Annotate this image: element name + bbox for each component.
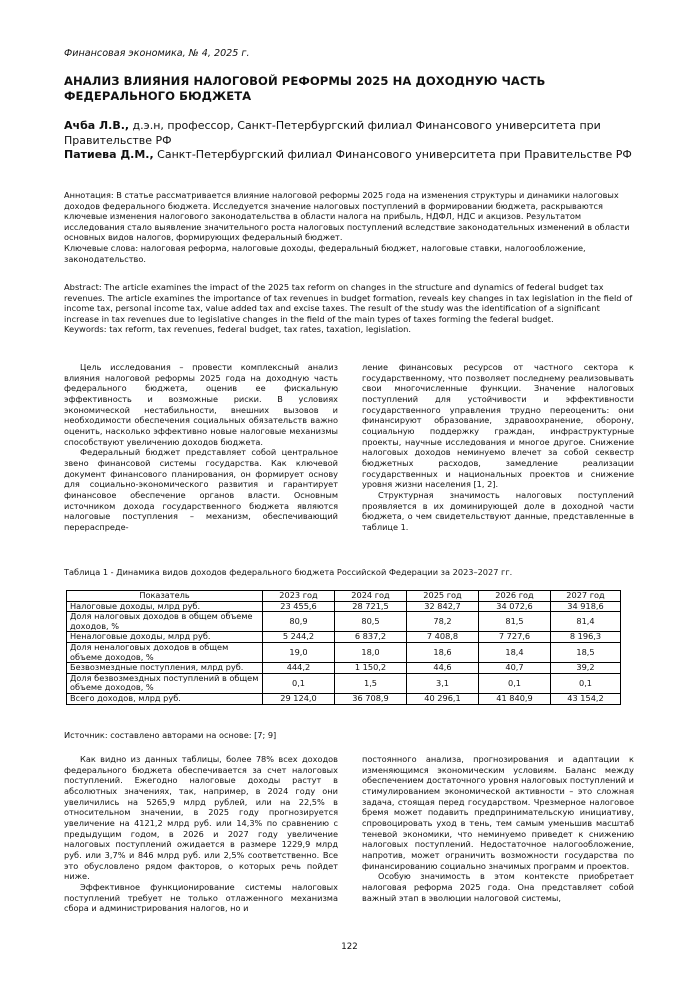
table-cell: 18,0	[335, 642, 407, 662]
table-cell: 43 154,2	[551, 693, 621, 704]
body-column-right-top	[362, 362, 634, 533]
table-cell: 0,1	[263, 673, 335, 693]
table-row-label: Налоговые доходы, млрд руб.	[67, 601, 263, 612]
table-header-cell: Показатель	[67, 591, 263, 602]
author-entry	[64, 148, 636, 163]
table-cell: 29 124,0	[263, 693, 335, 704]
table-row	[67, 693, 621, 704]
article-title	[64, 74, 634, 104]
table-cell: 36 708,9	[335, 693, 407, 704]
body-column-left-bottom	[64, 754, 338, 914]
title-line: АНАЛИЗ ВЛИЯНИЯ НАЛОГОВОЙ РЕФОРМЫ 2025 НА ДОХОДНУЮ ЧАСТЬ	[64, 74, 546, 88]
table-cell: 32 842,7	[407, 601, 479, 612]
table-cell: 8 196,3	[551, 632, 621, 643]
table-row-label: Доля неналоговых доходов в общем объеме доходов, %	[67, 642, 263, 662]
keywords-text: Keywords: tax reform, tax revenues, federal budget, tax rates, taxation, legislation.	[64, 324, 412, 335]
table-cell: 5 244,2	[263, 632, 335, 643]
table-cell: 23 455,6	[263, 601, 335, 612]
author-entry	[64, 119, 636, 148]
table-row	[67, 642, 621, 662]
table-cell: 78,2	[407, 612, 479, 632]
keywords-text: Ключевые слова: налоговая реформа, налоговые доходы, федеральный бюджет, налоговые ставки, налогообложение, законодательство.	[64, 242, 586, 264]
table-cell: 3,1	[407, 673, 479, 693]
table-cell: 81,5	[479, 612, 551, 632]
author-affiliation: д.э.н, профессор, Санкт-Петербургский филиал Финансового университета при Правительстве РФ	[64, 119, 601, 147]
author-name: Патиева Д.М.,	[64, 148, 154, 162]
paragraph: Эффективное функционирование системы налоговых поступлений требует не только отлаженного механизма сбора и администрирования налогов, но и	[64, 881, 338, 914]
table-cell: 0,1	[551, 673, 621, 693]
table-cell: 28 721,5	[335, 601, 407, 612]
paragraph: Особую значимость в этом контексте приобретает налоговая реформа 2025 года. Она представляет собой важный этап в эволюции налоговой системы,	[362, 871, 634, 903]
table-cell: 18,6	[407, 642, 479, 662]
table-cell: 34 918,6	[551, 601, 621, 612]
table-cell: 39,2	[551, 663, 621, 674]
table-cell: 40 296,1	[407, 693, 479, 704]
abstract-text: Аннотация: В статье рассматривается влияние налоговой реформы 2025 года на изменения структуры и динамики налоговых доходов федерального бюджета. Исследуется значение налоговых поступлений в формировании бюджета, раскрываются ключевые изменения налогового законодательства в области налога на прибыль, НДФЛ, НДС и акцизов. Результатом исследования стало выявление значительного роста налоговых поступлений вследствие законодательных изменений в области основных видов налогов, формирующих федеральный бюджет.	[64, 190, 630, 243]
table-row	[67, 673, 621, 693]
paragraph: Как видно из данных таблицы, более 78% всех доходов федерального бюджета обеспечивается за счет налоговых поступлений. Ежегодно налоговые доходы растут в абсолютных значениях, так, например, в 2024 году они увеличились на 5265,9 млрд рублей, или на 22,5% в относительном значении, в 2025 году прогнозируется увеличение на 4121,2 млрд руб. или 14,3% по сравнению с предыдущим годом, в 2026 и 2027 году увеличение налоговых поступлений ожидается в размере 1229,9 млрд руб. или 3,7% и 846 млрд руб. или 2,5% соответственно. Все это обусловлено рядом факторов, о которых речь пойдет ниже.	[64, 754, 338, 882]
table-cell: 7 408,8	[407, 632, 479, 643]
table-row-label: Доля налоговых доходов в общем объеме доходов, %	[67, 612, 263, 632]
table-row-label: Доля безвозмездных поступлений в общем объеме доходов, %	[67, 673, 263, 693]
table-caption: Таблица 1 - Динамика видов доходов федерального бюджета Российской Федерации за 2023–2027 гг.	[64, 567, 513, 577]
paragraph: Цель исследования – провести комплексный анализ влияния налоговой реформы 2025 года на доходную часть федерального бюджета, оценив ее фискальную эффективность и возможные риски. В условиях экономической нестабильности, внешних вызовов и необходимости обеспечения социальных обязательств важно оценить, насколько эффективно новые налоговые механизмы способствуют увеличению доходов бюджета.	[64, 362, 338, 447]
table-cell: 444,2	[263, 663, 335, 674]
table-cell: 19,0	[263, 642, 335, 662]
abstract-ru	[64, 190, 636, 264]
paragraph: ление финансовых ресурсов от частного сектора к государственному, что позволяет последнему реализовывать свои многочисленные функции. Значение налоговых поступлений для устойчивости и эффективности государственного управления трудно переоценить: они финансируют образование, здравоохранение, оборону, социальную поддержку граждан, инфраструктурные проекты, научные исследования и многое другое. Снижение налоговых доходов неминуемо влечет за собой секвестр бюджетных расходов, замедление реализации государственных и национальных проектов и снижение уровня жизни населения [1, 2].	[362, 362, 634, 490]
table-header-cell: 2026 год	[479, 591, 551, 602]
table-row-label: Неналоговые доходы, млрд руб.	[67, 632, 263, 643]
paragraph: Федеральный бюджет представляет собой центральное звено финансовой системы государства. Как ключевой документ финансового планирования, он формирует основу для социально-экономического развития и гарантирует финансовое обеспечение органов власти. Основным источником дохода государственного бюджета являются налоговые поступления – механизм, обеспечивающий перераспреде-	[64, 447, 338, 532]
table-header-row	[67, 591, 621, 602]
table-cell: 81,4	[551, 612, 621, 632]
table-row	[67, 632, 621, 643]
abstract-text: Abstract: The article examines the impact of the 2025 tax reform on changes in the structure and dynamics of federal budget tax revenues. The article examines the importance of tax revenues in budget formation, reveals key changes in tax legislation in the field of income tax, personal income tax, value added tax and excise taxes. The result of the study was the identification of a significant increase in tax revenues due to legislative changes in the field of the main types of taxes forming the federal budget.	[64, 282, 633, 324]
table-cell: 0,1	[479, 673, 551, 693]
table-cell: 18,4	[479, 642, 551, 662]
body-column-left-top	[64, 362, 338, 533]
author-name: Ачба Л.В.,	[64, 119, 130, 132]
table-cell: 6 837,2	[335, 632, 407, 643]
table-cell: 7 727,6	[479, 632, 551, 643]
table-cell: 41 840,9	[479, 693, 551, 704]
table-cell: 80,9	[263, 612, 335, 632]
paragraph: Структурная значимость налоговых поступлений проявляется в их доминирующей доле в доходной части бюджета, о чем свидетельствуют данные, представленные в таблице 1.	[362, 489, 634, 532]
table-row-label: Всего доходов, млрд руб.	[67, 693, 263, 704]
page-number: 122	[341, 942, 358, 952]
table-source: Источник: составлено авторами на основе: [7; 9]	[64, 730, 277, 740]
table-cell: 34 072,6	[479, 601, 551, 612]
journal-header: Финансовая экономика, № 4, 2025 г.	[64, 48, 250, 59]
table-row	[67, 612, 621, 632]
paragraph: постоянного анализа, прогнозирования и адаптации к изменяющимся экономическим условиям. Баланс между обеспечением достаточного уровня налоговых поступлений и стимулированием экономической активности – это сложная задача, стоящая перед государством. Чрезмерное налоговое бремя может подавить предпринимательскую инициативу, спровоцировать уход в тень, тем самым уменьшив масштаб теневой экономики, что неминуемо приведет к снижению налоговых поступлений. Недостаточное налогообложение, напротив, может ограничить возможности государства по финансированию социально значимых программ и проектов.	[362, 754, 634, 871]
revenue-table	[66, 590, 621, 705]
body-column-right-bottom	[362, 754, 634, 903]
authors-block	[64, 119, 636, 163]
table-header-cell: 2023 год	[263, 591, 335, 602]
title-line: ФЕДЕРАЛЬНОГО БЮДЖЕТА	[64, 89, 252, 103]
table-cell: 1 150,2	[335, 663, 407, 674]
table-header-cell: 2025 год	[407, 591, 479, 602]
table-cell: 40,7	[479, 663, 551, 674]
table-row	[67, 663, 621, 674]
author-affiliation: Санкт-Петербургский филиал Финансового университета при Правительстве РФ	[153, 148, 632, 162]
table-cell: 1,5	[335, 673, 407, 693]
abstract-en	[64, 282, 636, 335]
table-row-label: Безвозмездные поступления, млрд руб.	[67, 663, 263, 674]
table-header-cell: 2027 год	[551, 591, 621, 602]
table-cell: 80,5	[335, 612, 407, 632]
table-cell: 44,6	[407, 663, 479, 674]
table-header-cell: 2024 год	[335, 591, 407, 602]
table-row	[67, 601, 621, 612]
table-cell: 18,5	[551, 642, 621, 662]
